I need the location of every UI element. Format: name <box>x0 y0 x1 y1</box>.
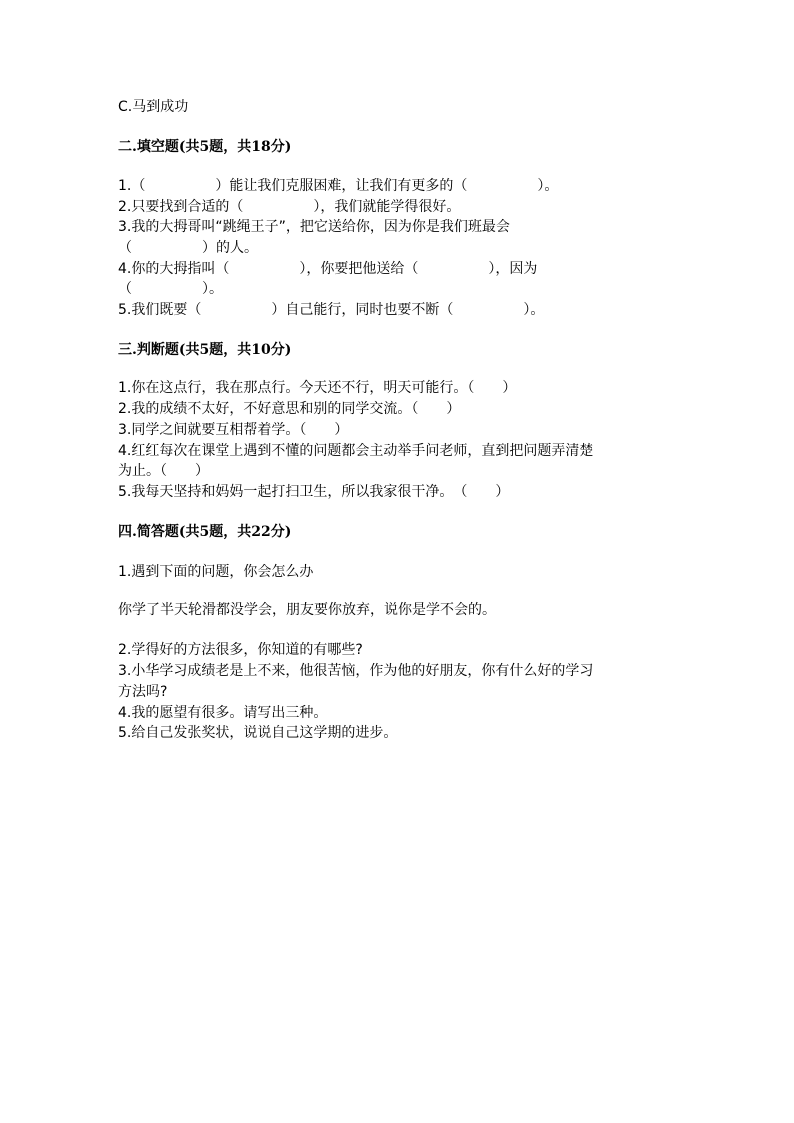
question-line: 3.同学之间就要互相帮着学。（ ） <box>118 422 349 438</box>
question-line: 4.红红每次在课堂上遇到不懂的问题都会主动举手问老师，直到把问题弄清楚 <box>118 443 594 459</box>
question-line: 1.（ ）能让我们克服困难，让我们有更多的（ ）。 <box>118 178 559 194</box>
question-line: 2.只要找到合适的（ ），我们就能学得很好。 <box>118 199 461 215</box>
option-c: C.马到成功 <box>118 99 189 115</box>
question-line: （ ）。 <box>118 281 223 297</box>
question-line: 4.你的大拇指叫（ ），你要把他送给（ ），因为 <box>118 261 538 277</box>
question-line: 5.给自己发张奖状，说说自己这学期的进步。 <box>118 725 398 741</box>
question-line: 3.小华学习成绩老是上不来，他很苦恼，作为他的好朋友，你有什么好的学习 <box>118 663 594 679</box>
section-heading-true-false: 三.判断题(共5题，共10分) <box>118 342 292 358</box>
question-line: 1.你在这点行，我在那点行。今天还不行，明天可能行。（ ） <box>118 380 517 396</box>
question-line: 你学了半天轮滑都没学会，朋友要你放弃，说你是学不会的。 <box>118 602 496 618</box>
question-line: 1.遇到下面的问题，你会怎么办 <box>118 564 314 580</box>
question-line: 4.我的愿望有很多。请写出三种。 <box>118 705 328 721</box>
section-heading-fill-blank: 二.填空题(共5题，共18分) <box>118 139 292 155</box>
section-heading-short-answer: 四.简答题(共5题，共22分) <box>118 524 292 540</box>
question-line: （ ）的人。 <box>118 240 258 256</box>
question-line: 2.学得好的方法很多，你知道的有哪些? <box>118 642 363 658</box>
question-line: 为止。（ ） <box>118 463 209 479</box>
question-line: 3.我的大拇哥叫“跳绳王子”，把它送给你，因为你是我们班最会 <box>118 219 510 235</box>
question-line: 方法吗? <box>118 684 168 700</box>
question-line: 2.我的成绩不太好，不好意思和别的同学交流。（ ） <box>118 401 461 417</box>
question-line: 5.我每天坚持和妈妈一起打扫卫生，所以我家很干净。 （ ） <box>118 484 510 500</box>
question-line: 5.我们既要（ ）自己能行，同时也要不断（ ）。 <box>118 302 545 318</box>
